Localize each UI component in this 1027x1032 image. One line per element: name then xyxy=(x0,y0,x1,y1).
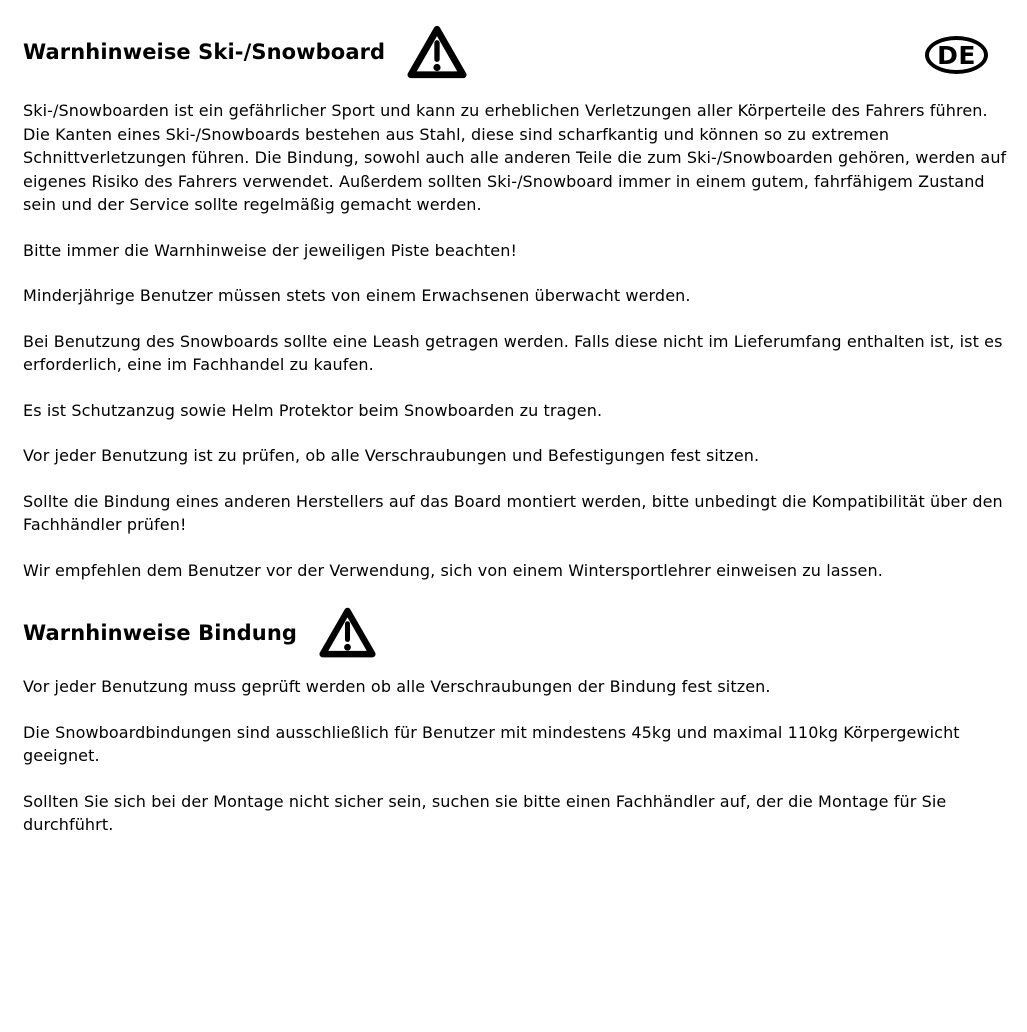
de-badge-label: DE xyxy=(937,40,976,70)
paragraph-piste-warnings: Bitte immer die Warnhinweise der jeweiligen Piste beachten! xyxy=(23,240,518,260)
section-heading-row xyxy=(23,23,1007,81)
warning-triangle-icon xyxy=(407,24,467,81)
warning-triangle-icon xyxy=(319,604,376,662)
paragraph-protective-gear: Es ist Schutzanzug sowie Helm Protektor beim Snowboarden zu tragen. xyxy=(23,400,603,420)
section-heading: Warnhinweise Bindung xyxy=(23,621,298,645)
paragraph-risk-warning: Ski-/Snowboarden ist ein gefährlicher Sport und kann zu erheblichen Verletzungen aller Körperteile des Fahrers führen. Die Kanten eines Ski-/Snowboards bestehen aus Stahl, diese sind scharfkantig und können so zu extremen Schnittverletzungen führen. Die Bindung, sowohl auch alle anderen Teile die zum Ski-/Snowboarden gehören, werden auf eigenes Risiko des Fahrers verwendet. Außerdem sollten Ski-/Snowboard immer in einem gutem, fahrfähigem Zustand sein und der Service sollte regelmäßig gemacht werden. xyxy=(23,101,1007,214)
paragraph-minors-supervision: Minderjährige Benutzer müssen stets von einem Erwachsenen überwacht werden. xyxy=(23,286,691,305)
paragraph-check-screws: Vor jeder Benutzung ist zu prüfen, ob alle Verschraubungen und Befestigungen fest sitzen. xyxy=(23,446,760,465)
paragraph-instructor-recommendation: Wir empfehlen dem Benutzer vor der Verwendung, sich von einem Wintersportlehrer einweisen zu lassen. xyxy=(23,560,883,580)
paragraph-binding-check: Vor jeder Benutzung muss geprüft werden ob alle Verschraubungen der Bindung fest sitzen. xyxy=(23,677,771,696)
paragraph-leash: Bei Benutzung des Snowboards sollte eine Leash getragen werden. Falls diese nicht im Lieferumfang enthalten ist, ist es erforderlich, eine im Fachhandel zu kaufen. xyxy=(23,331,1003,374)
paragraph-mounting-dealer: Sollten Sie sich bei der Montage nicht sicher sein, suchen sie bitte einen Fachhändler auf, der die Montage für Sie durchführt. xyxy=(23,791,947,834)
paragraph-binding-compatibility: Sollte die Bindung eines anderen Herstellers auf das Board montiert werden, bitte unbedingt die Kompatibilität über den Fachhändler prüfen! xyxy=(23,491,1003,534)
section-bindung xyxy=(23,604,1007,837)
section-ski-snowboard xyxy=(23,23,1007,582)
paragraph-weight-limits: Die Snowboardbindungen sind ausschließlich für Benutzer mit mindestens 45kg und maximal 110kg Körpergewicht geeignet. xyxy=(23,722,960,765)
de-language-badge xyxy=(925,36,988,74)
section-heading: Warnhinweise Ski-/Snowboard xyxy=(23,40,386,64)
section-heading-row xyxy=(23,604,1007,662)
